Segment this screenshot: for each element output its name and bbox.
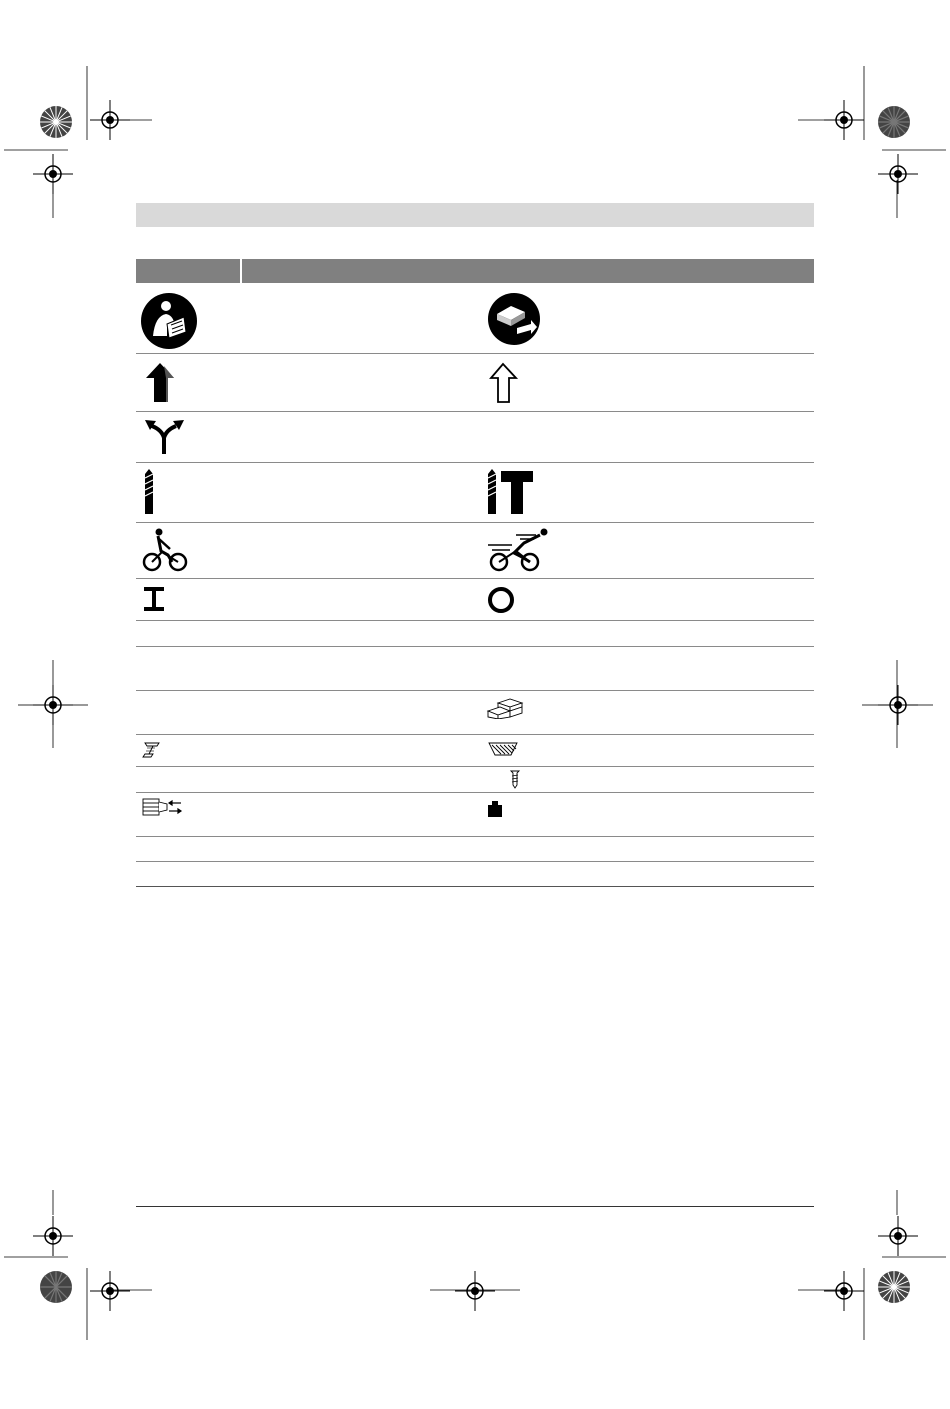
- read-manual-icon: [140, 292, 198, 350]
- bicycle-fast-icon: [486, 527, 550, 573]
- fork-arrow-icon: [144, 418, 186, 456]
- row-separator: [136, 836, 814, 837]
- wood-icon: [487, 741, 521, 759]
- row-separator: [136, 792, 814, 793]
- row-separator: [136, 620, 814, 621]
- footer-rule: [136, 1206, 814, 1207]
- drill-bit-icon: [143, 468, 155, 516]
- table-header-divider: [240, 259, 242, 283]
- weight-icon: [486, 799, 506, 819]
- arrow-up-filled-icon: [144, 362, 176, 404]
- row-separator: [136, 766, 814, 767]
- row-separator: [136, 462, 814, 463]
- row-separator: [136, 861, 814, 862]
- section-header-band: [136, 203, 814, 227]
- drill-bit-hammer-icon: [486, 468, 536, 516]
- row-separator: [136, 522, 814, 523]
- arrow-up-outline-icon: [488, 362, 520, 404]
- steel-beam-icon: [141, 741, 163, 759]
- table-header: [136, 259, 814, 283]
- i-beam-icon: [142, 586, 166, 612]
- row-separator: [136, 734, 814, 735]
- row-separator: [136, 353, 814, 354]
- row-separator: [136, 690, 814, 691]
- row-separator: [136, 646, 814, 647]
- screw-icon: [509, 769, 521, 789]
- chuck-clamp-icon: [141, 797, 183, 817]
- bicycle-slow-icon: [142, 527, 188, 573]
- row-separator: [136, 578, 814, 579]
- row-separator: [136, 886, 814, 887]
- accessories-icon: [487, 292, 541, 346]
- bricks-icon: [486, 697, 524, 719]
- ring-icon: [487, 586, 517, 614]
- row-separator: [136, 411, 814, 412]
